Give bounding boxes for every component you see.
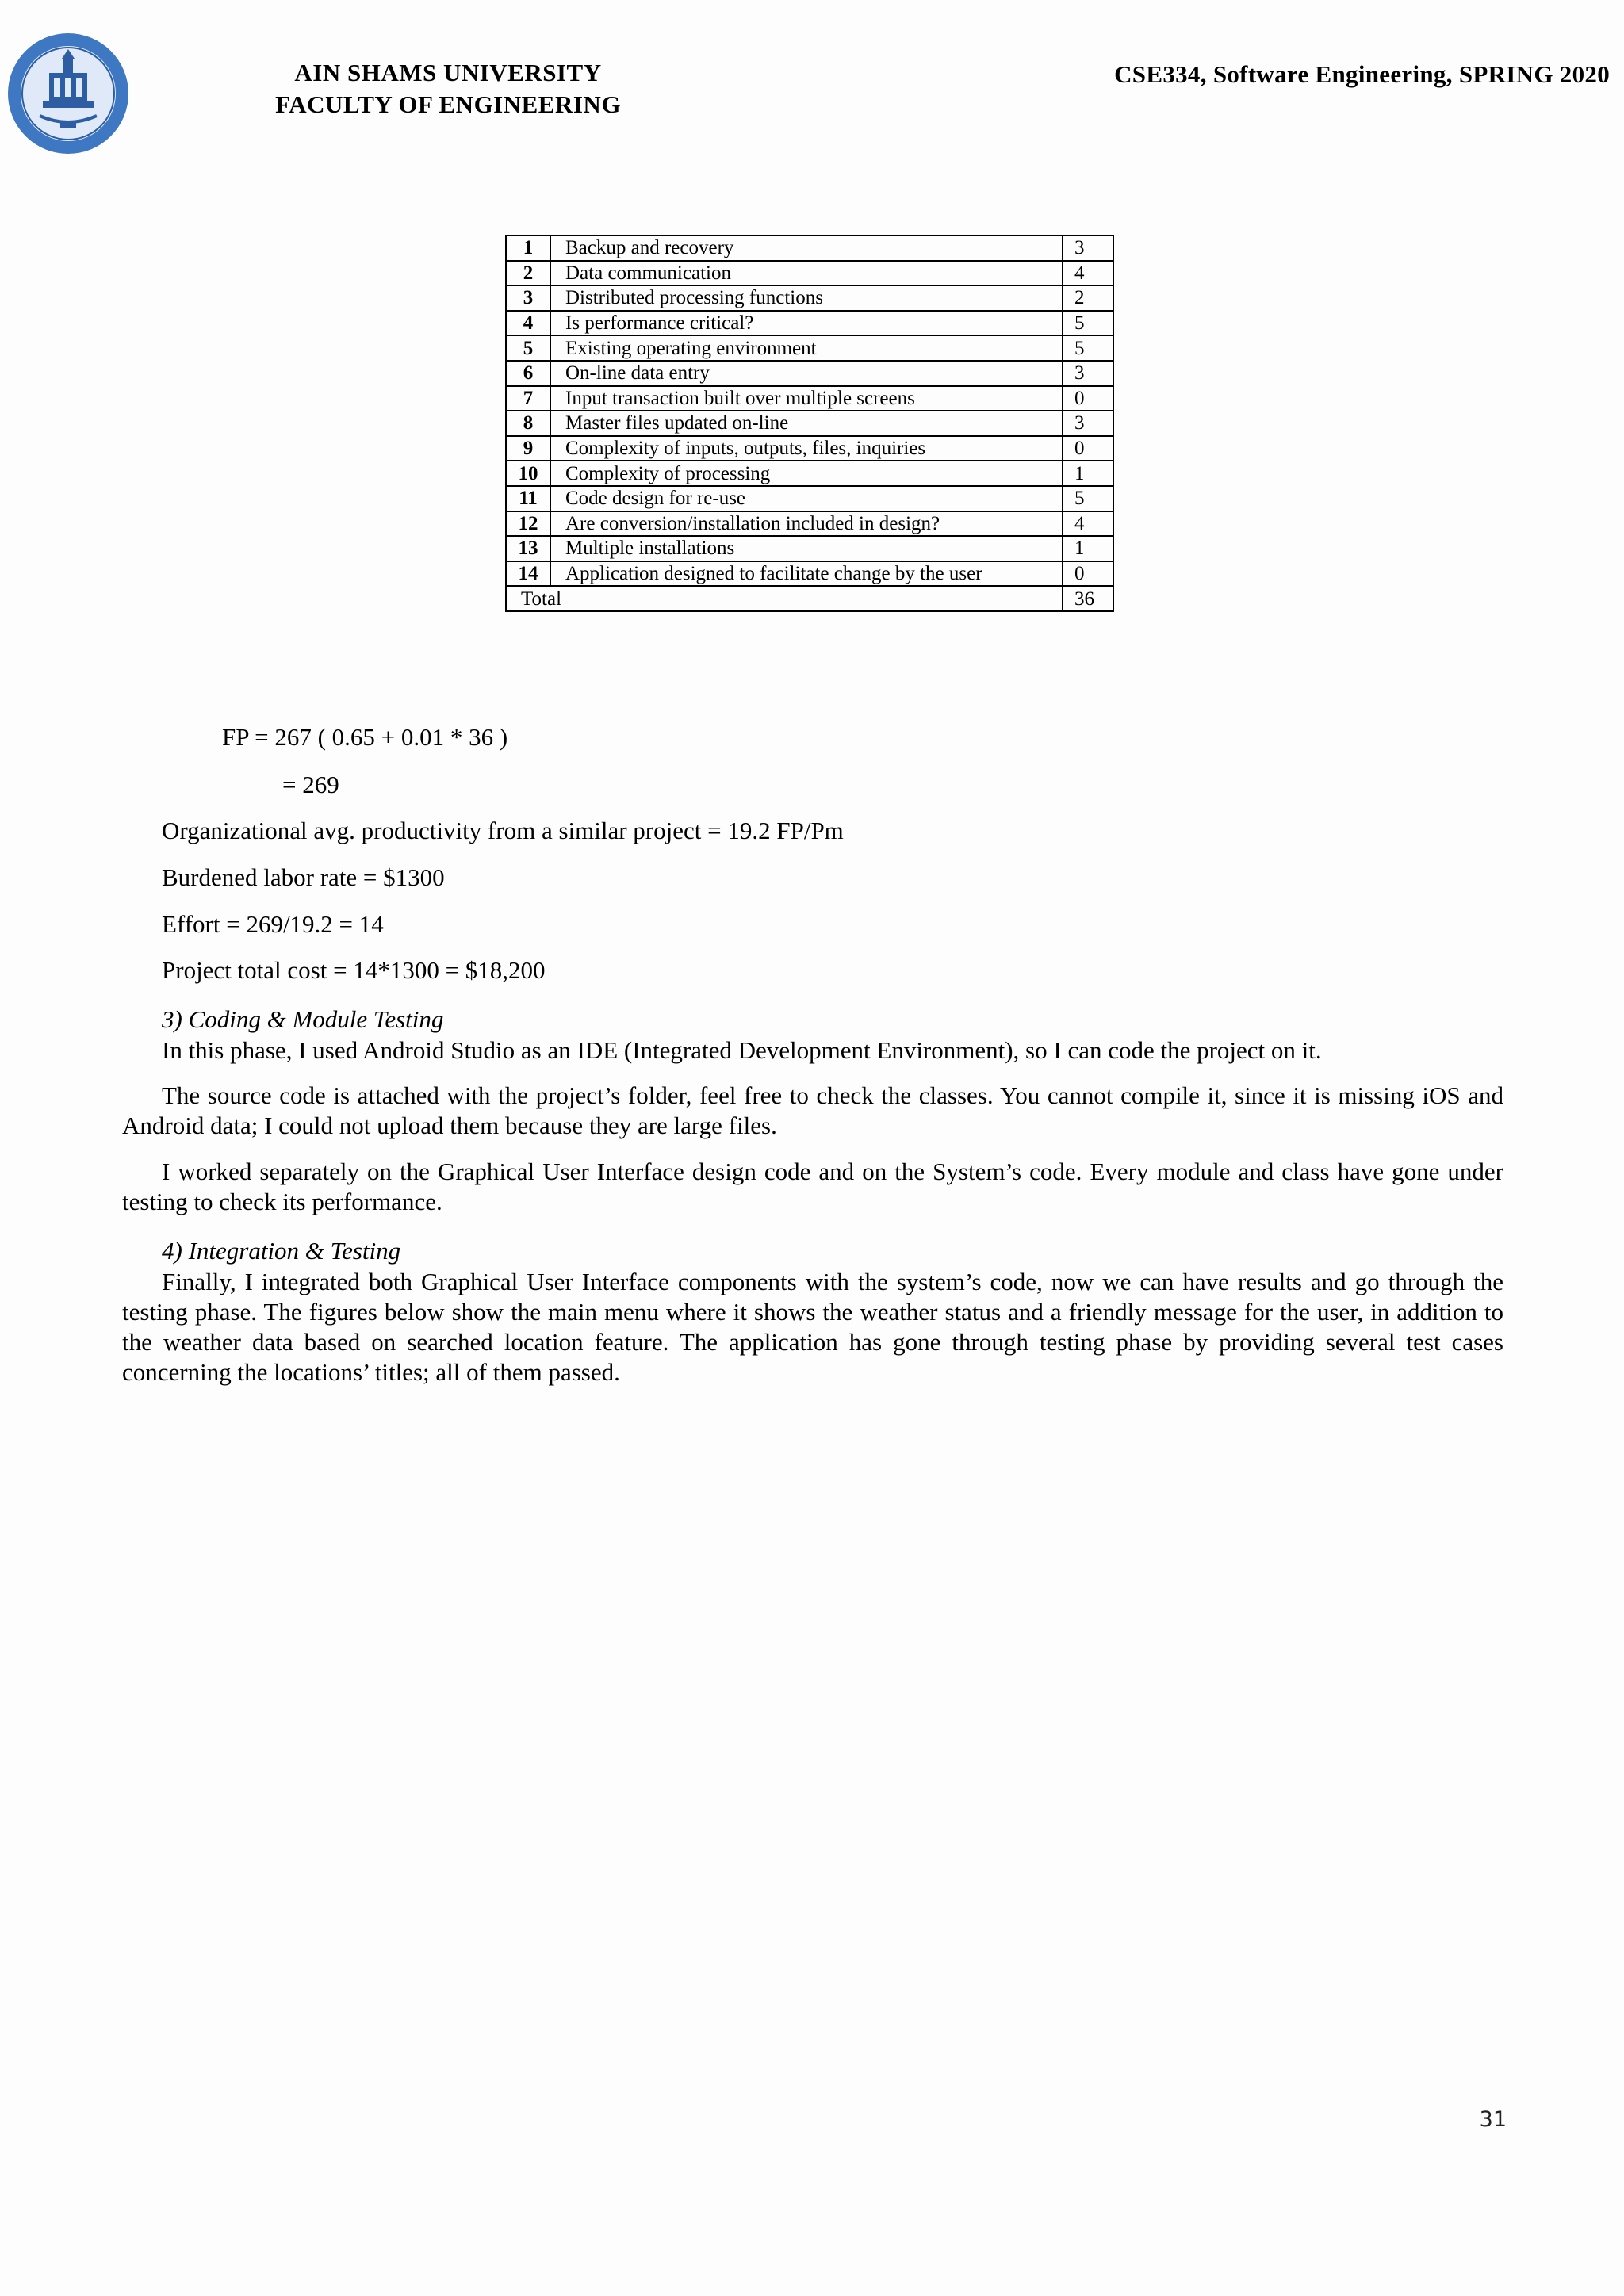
- row-factor: Is performance critical?: [550, 311, 1063, 336]
- row-value: 5: [1063, 486, 1113, 511]
- university-seal-logo: [5, 30, 132, 157]
- row-factor: Complexity of processing: [550, 461, 1063, 486]
- table-row: [506, 511, 1113, 537]
- row-value: 3: [1063, 361, 1113, 386]
- row-number: 10: [506, 461, 550, 486]
- total-value: 36: [1063, 586, 1113, 611]
- row-value: 5: [1063, 335, 1113, 361]
- row-factor: Complexity of inputs, outputs, files, inquiries: [550, 436, 1063, 461]
- row-number: 6: [506, 361, 550, 386]
- row-value: 4: [1063, 511, 1113, 537]
- cost-line: Project total cost = 14*1300 = $18,200: [162, 956, 546, 984]
- effort-line: Effort = 269/19.2 = 14: [162, 910, 384, 938]
- row-number: 11: [506, 486, 550, 511]
- row-number: 2: [506, 261, 550, 286]
- row-value: 2: [1063, 285, 1113, 311]
- fp-result: = 269: [282, 771, 339, 798]
- row-factor: Input transaction built over multiple screens: [550, 386, 1063, 411]
- fp-formula: FP = 267 ( 0.65 + 0.01 * 36 ): [222, 723, 508, 751]
- table-row: [506, 386, 1113, 411]
- section-4-paragraph-1: Finally, I integrated both Graphical User Interface components with the system’s code, now we can have results and go through the testing phase. The figures below show the main menu where it shows the weather status and a friendly message for the user, in addition to the weather data based on searched location feature. The application has gone through testing phase by providing several test cases concerning the locations’ titles; all of them passed.: [122, 1268, 1503, 1386]
- section-3-paragraph-2: The source code is attached with the project’s folder, feel free to check the classes. You cannot compile it, since it is missing iOS and Android data; I could not upload them because they are large files.: [122, 1081, 1503, 1139]
- table-row: [506, 411, 1113, 436]
- row-number: 8: [506, 411, 550, 436]
- row-factor: Master files updated on-line: [550, 411, 1063, 436]
- row-value: 0: [1063, 561, 1113, 587]
- table-row: [506, 561, 1113, 587]
- row-number: 14: [506, 561, 550, 587]
- row-factor: Existing operating environment: [550, 335, 1063, 361]
- table-row: [506, 461, 1113, 486]
- row-factor: On-line data entry: [550, 361, 1063, 386]
- row-number: 3: [506, 285, 550, 311]
- row-number: 5: [506, 335, 550, 361]
- row-factor: Code design for re-use: [550, 486, 1063, 511]
- labor-rate-line: Burdened labor rate = $1300: [162, 863, 445, 891]
- productivity-line: Organizational avg. productivity from a similar project = 19.2 FP/Pm: [162, 817, 844, 844]
- university-name: AIN SHAMS UNIVERSITY: [294, 59, 602, 86]
- row-number: 4: [506, 311, 550, 336]
- table-row: [506, 261, 1113, 286]
- row-value: 3: [1063, 411, 1113, 436]
- section-4-heading: 4) Integration & Testing: [162, 1237, 401, 1265]
- row-number: 1: [506, 235, 550, 261]
- value-adjustment-table: [505, 235, 1114, 612]
- row-number: 12: [506, 511, 550, 537]
- row-factor: Data communication: [550, 261, 1063, 286]
- row-number: 13: [506, 536, 550, 561]
- section-3-paragraph-1: In this phase, I used Android Studio as an IDE (Integrated Development Environment), so I can code the project on it.: [162, 1036, 1322, 1064]
- row-number: 9: [506, 436, 550, 461]
- row-value: 3: [1063, 235, 1113, 261]
- row-factor: Backup and recovery: [550, 235, 1063, 261]
- row-value: 0: [1063, 436, 1113, 461]
- row-factor: Distributed processing functions: [550, 285, 1063, 311]
- table-total-row: [506, 586, 1113, 611]
- faculty-name: FACULTY OF ENGINEERING: [275, 90, 621, 118]
- row-value: 0: [1063, 386, 1113, 411]
- course-title: CSE334, Software Engineering, SPRING 2020: [1114, 60, 1610, 88]
- table-row: [506, 311, 1113, 336]
- section-3-heading: 3) Coding & Module Testing: [162, 1005, 444, 1033]
- row-factor: Are conversion/installation included in design?: [550, 511, 1063, 537]
- row-value: 4: [1063, 261, 1113, 286]
- row-value: 1: [1063, 536, 1113, 561]
- total-label: Total: [506, 586, 1063, 611]
- table-row: [506, 361, 1113, 386]
- table-row: [506, 335, 1113, 361]
- table-row: [506, 235, 1113, 261]
- page-number: 31: [1479, 2107, 1507, 2132]
- row-factor: Multiple installations: [550, 536, 1063, 561]
- row-value: 5: [1063, 311, 1113, 336]
- row-factor: Application designed to facilitate change by the user: [550, 561, 1063, 587]
- header-institution: [246, 57, 650, 121]
- table-row: [506, 486, 1113, 511]
- table-row: [506, 536, 1113, 561]
- section-3-paragraph-3: I worked separately on the Graphical User Interface design code and on the System’s code. Every module and class have gone under testing to check its performance.: [122, 1158, 1503, 1215]
- table-row: [506, 285, 1113, 311]
- table-row: [506, 436, 1113, 461]
- row-number: 7: [506, 386, 550, 411]
- row-value: 1: [1063, 461, 1113, 486]
